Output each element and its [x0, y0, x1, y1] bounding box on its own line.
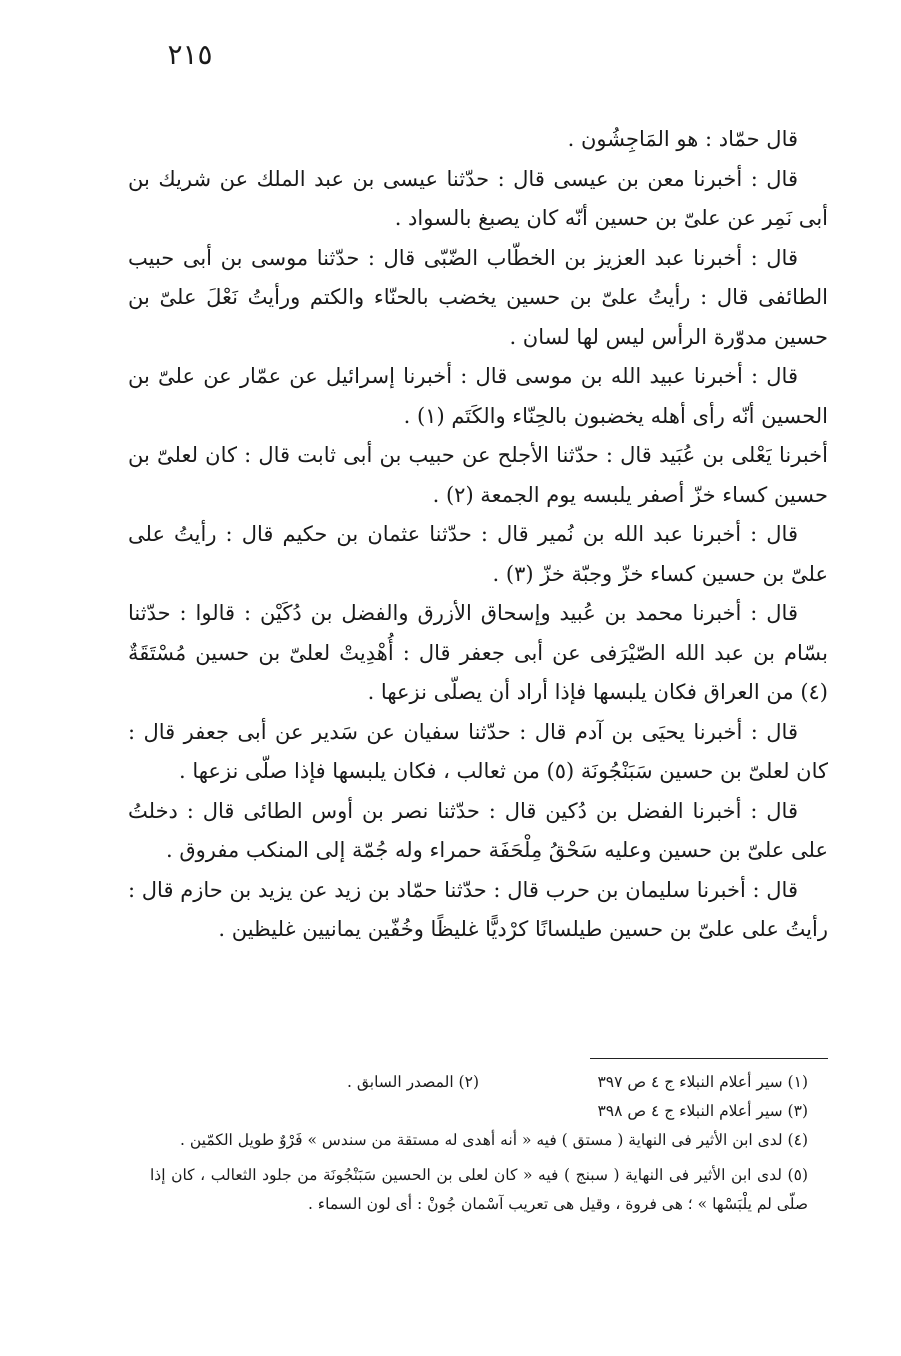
footnotes [150, 1068, 830, 1219]
footnote-row [150, 1068, 830, 1097]
paragraph-7: قال : أخبرنا محمد بن عُبيد وإسحاق الأزرق والفضل بن دُكَيْن : قالوا : حدّثنا بسّام بن عبد الله الصّيْرَفى عن أبى جعفر قال : أُهْدِيتْ لعلىّ بن حسين مُسْتَقَةٌ (٤) من العراق فكان يلبسها فإذا أراد أن يصلّى نزعها . [128, 601, 828, 704]
paragraph-6: قال : أخبرنا عبد الله بن نُمير قال : حدّثنا عثمان بن حكيم قال : رأيتُ على علىّ بن حسين كساء خزّ وجبّة خزّ (٣) . [128, 522, 828, 586]
paragraph-3: قال : أخبرنا عبد العزيز بن الخطّاب الضّبّى قال : حدّثنا موسى بن أبى حبيب الطائفى قال : رأيتُ علىّ بن حسين يخضب بالحنّاء والكتم ورأيتُ نَعْلَ علىّ بن حسين مدوّرة الرأس ليس لها لسان . [128, 245, 828, 349]
paragraph-4: قال : أخبرنا عبيد الله بن موسى قال : أخبرنا إسرائيل عن عمّار عن علىّ بن الحسين أنّه رأى أهله يخضبون بالحِنّاء والكَتَم (١) . [128, 364, 828, 428]
footnote-3: (٣) سير أعلام النبلاء ج ٤ ص ٣٩٨ [597, 1102, 808, 1120]
paragraph-2: قال : أخبرنا معن بن عيسى قال : حدّثنا عيسى بن عبد الملك عن شريك بن أبى نَمِر عن علىّ بن حسين أنّه كان يصبغ بالسواد . [128, 166, 828, 230]
footnote-5: (٥) لدى ابن الأثير فى النهاية ( سبنج ) فيه « كان لعلى بن الحسين سَبَنْجُونَة من جلود الثعالب ، كان إذا صلّى لم يلْبَسْها » ؛ هى فروة ، وقيل هى تعريب آسْمان جُونْ : أى لون السماء . [150, 1166, 808, 1213]
paragraph-1: قال حمّاد : هو المَاجِشُون . [567, 127, 798, 151]
footnote-row [150, 1097, 830, 1126]
footnote-divider [590, 1058, 828, 1059]
paragraph-8: قال : أخبرنا يحيَى بن آدم قال : حدّثنا سفيان عن سَدير عن أبى جعفر قال : كان لعلىّ بن حسين سَبَنْجُونَة (٥) من ثعالب ، فكان يلبسها فإذا صلّى نزعها . [128, 719, 828, 783]
footnote-2: (٢) المصدر السابق . [346, 1073, 479, 1091]
paragraph-10: قال : أخبرنا سليمان بن حرب قال : حدّثنا حمّاد بن زيد عن يزيد بن حازم قال : رأيتُ على علىّ بن حسين طيلسانًا كرْديًّا غليظًا وخُفّين يمانيين غليظين . [128, 877, 828, 941]
paragraph-9: قال : أخبرنا الفضل بن دُكين قال : حدّثنا نصر بن أوس الطائى قال : دخلتُ على علىّ بن حسين وعليه سَحْقُ مِلْحَفَة حمراء وله جُمّة إلى المنكب مفروق . [128, 798, 828, 862]
footnote-1: (١) سير أعلام النبلاء ج ٤ ص ٣٩٧ [597, 1073, 808, 1091]
main-text [128, 120, 828, 950]
page-number: ٢١٥ [167, 38, 213, 71]
footnote-4: (٤) لدى ابن الأثير فى النهاية ( مستق ) فيه « أنه أهدى له مستقة من سندس » فَرْوٌ طويل الكمّين . [179, 1131, 808, 1149]
paragraph-5: أخبرنا يَعْلى بن عُبَيد قال : حدّثنا الأجلح عن حبيب بن أبى ثابت قال : كان لعلىّ بن حسين كساء خزّ أصفر يلبسه يوم الجمعة (٢) . [128, 443, 828, 507]
